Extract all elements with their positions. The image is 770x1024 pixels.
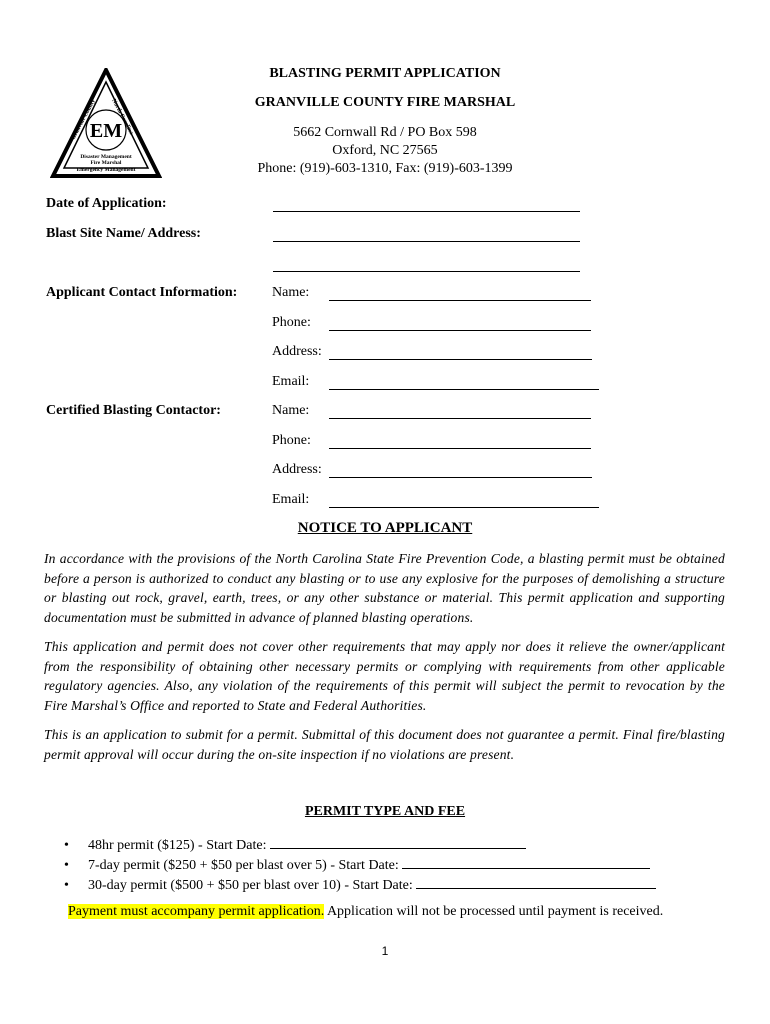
date-of-application-field[interactable] — [273, 211, 580, 212]
address-line-1: 5662 Cornwall Rd / PO Box 598 — [293, 125, 477, 140]
contractor-email-label: Email: — [272, 492, 310, 507]
notice-paragraph-3: This is an application to submit for a permit. Submittal of this document does not guarantee a permit. Final fire/blasting permit approval will occur during the on-site inspection if no violations are present. — [44, 727, 725, 762]
bullet-icon: • — [64, 858, 69, 873]
start-date-field-30day[interactable] — [416, 876, 656, 889]
payment-rest: Application will not be processed until payment is received. — [324, 904, 664, 919]
applicant-address-label: Address: — [272, 344, 322, 359]
notice-paragraph-2: This application and permit does not cover other requirements that may apply nor does it relieve the owner/applicant from the responsibility of obtaining other necessary permits or complying with requirements from other applicable regulatory agencies. Also, any violation of the requirements of this permit will subject the permit to revocation by the Fire Marshal’s Office and reported to State and Federal Authorities. — [44, 639, 725, 713]
contractor-phone-field[interactable] — [329, 448, 591, 449]
phone-fax-line: Phone: (919)-603-1310, Fax: (919)-603-1399 — [257, 161, 513, 176]
logo-letters: EM — [89, 120, 123, 142]
notice-paragraph-1: In accordance with the provisions of the North Carolina State Fire Prevention Code, a blasting permit must be obtained before a person is authorized to conduct any blasting or to use any explosive for the purposes of demolishing a structure or blasting out rock, gravel, earth, trees, or any other substance or material. This permit application and supporting documentation must be submitted in advance of planned blasting operations. — [44, 551, 725, 625]
contractor-name-label: Name: — [272, 403, 310, 418]
start-date-field-7day[interactable] — [402, 856, 650, 869]
contractor-address-field[interactable] — [329, 477, 592, 478]
contractor-label: Certified Blasting Contactor: — [46, 403, 221, 418]
date-of-application-label: Date of Application: — [46, 196, 167, 211]
blast-site-label: Blast Site Name/ Address: — [46, 226, 201, 241]
page-number: 1 — [381, 944, 389, 958]
logo-line1: Disaster Management — [80, 154, 132, 160]
payment-highlight: Payment must accompany permit application. — [68, 904, 325, 919]
contractor-address-label: Address: — [272, 462, 322, 477]
organization-name: GRANVILLE COUNTY FIRE MARSHAL — [254, 95, 516, 110]
address-line-2: Oxford, NC 27565 — [332, 143, 438, 158]
logo-arc-left: Granville County — [70, 98, 97, 141]
logo-line2: Fire Marshal — [90, 160, 122, 166]
logo-line3: Emergency Management — [76, 167, 136, 173]
payment-note — [68, 904, 663, 920]
contractor-email-field[interactable] — [329, 507, 599, 508]
contractor-name-field[interactable] — [329, 418, 591, 419]
document-title: BLASTING PERMIT APPLICATION — [269, 66, 501, 81]
contractor-phone-label: Phone: — [272, 433, 311, 448]
permit-type-title: PERMIT TYPE AND FEE — [304, 804, 466, 819]
bullet-icon: • — [64, 838, 69, 853]
applicant-email-field[interactable] — [329, 389, 599, 390]
applicant-name-label: Name: — [272, 285, 310, 300]
fee-item-label: 30-day permit ($500 + $50 per blast over 10) - Start Date: — [88, 878, 413, 893]
applicant-phone-field[interactable] — [329, 330, 591, 331]
applicant-email-label: Email: — [272, 374, 310, 389]
applicant-phone-label: Phone: — [272, 315, 311, 330]
applicant-contact-label: Applicant Contact Information: — [46, 285, 238, 300]
fee-item-48hr — [64, 836, 526, 854]
bullet-icon: • — [64, 878, 69, 893]
logo-arc-right: North Carolina — [110, 98, 135, 136]
notice-title: NOTICE TO APPLICANT — [297, 520, 473, 536]
fee-item-label: 48hr permit ($125) - Start Date: — [88, 838, 267, 853]
start-date-field-48hr[interactable] — [270, 836, 526, 849]
fee-item-label: 7-day permit ($250 + $50 per blast over 5) - Start Date: — [88, 858, 399, 873]
blast-site-field-line-1[interactable] — [273, 241, 580, 242]
blast-site-field-line-2[interactable] — [273, 271, 580, 272]
fee-item-30day — [64, 876, 656, 894]
applicant-name-field[interactable] — [329, 300, 591, 301]
fee-item-7day — [64, 856, 650, 874]
applicant-address-field[interactable] — [329, 359, 592, 360]
